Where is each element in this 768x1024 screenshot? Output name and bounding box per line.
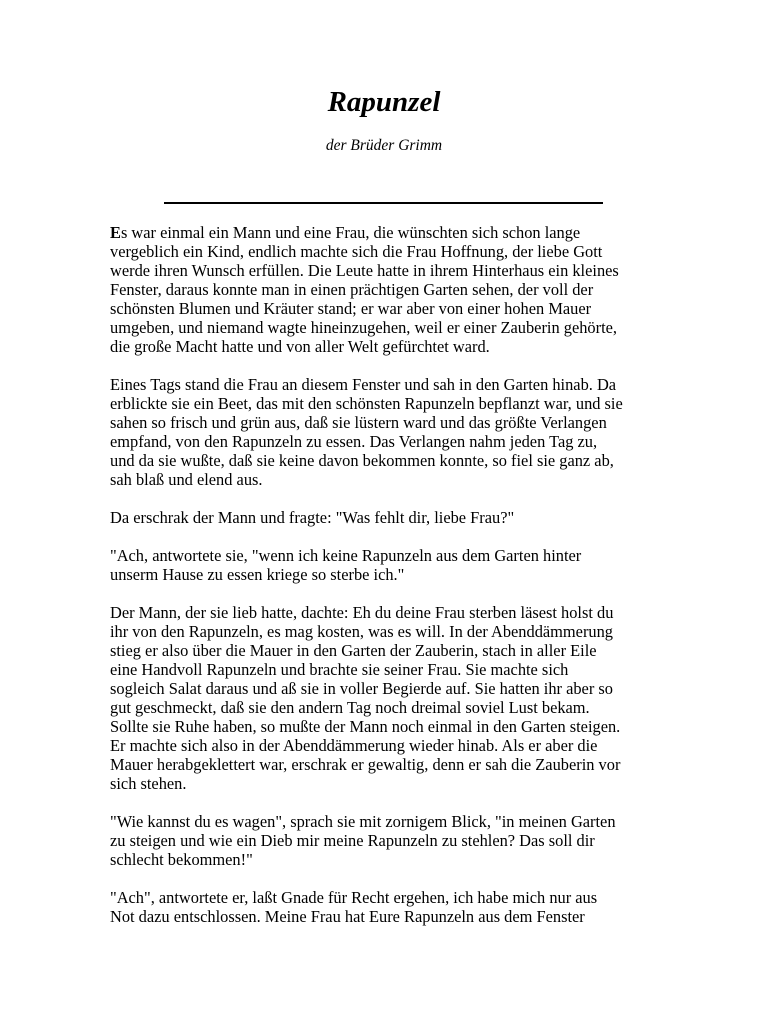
paragraph-4: "Ach, antwortete sie, "wenn ich keine Rapunzeln aus dem Garten hinter unserm Hause zu essen kriege so sterbe ich." — [110, 546, 582, 584]
paragraph-5: Der Mann, der sie lieb hatte, dachte: Eh du deine Frau sterben läsest holst du ihr von den Rapunzeln, es mag kosten, was es will. In der Abenddämmerung stieg er also über die Mauer in den Garten der Zauberin, stach in aller Eile eine Handvoll Rapunzeln und brachte sie seiner Frau. Sie machte sich sogleich Salat daraus und aß sie in voller Begierde auf. Sie hatten ihr aber so gut geschmeckt, daß sie den andern Tag noch dreimal soviel Lust bekam. Sollte sie Ruhe haben, so mußte der Mann noch einmal in den Garten steigen. Er machte sich also in der Abenddämmerung wieder hinab. Als er aber die Mauer herabgeklettert war, erschrak er gewaltig, denn er sah die Zauberin vor sich stehen. — [110, 603, 621, 793]
horizontal-divider — [164, 202, 603, 204]
story-body — [110, 223, 658, 945]
paragraph-2: Eines Tags stand die Frau an diesem Fenster und sah in den Garten hinab. Da erblickte sie ein Beet, das mit den schönsten Rapunzeln bepflanzt war, und sie sahen so frisch und grün aus, daß sie lüstern ward und das größte Verlangen empfand, von den Rapunzeln zu essen. Das Verlangen nahm jeden Tag zu, und da sie wußte, daß sie keine davon bekommen konnte, so fiel sie ganz ab, sah blaß und elend aus. — [110, 375, 623, 489]
paragraph-1-text: s war einmal ein Mann und eine Frau, die wünschten sich schon lange vergeblich ein Kind, endlich machte sich die Frau Hoffnung, der liebe Gott werde ihren Wunsch erfüllen. Die Leute hatte in ihrem Hinterhaus ein kleines Fenster, daraus konnte man in einen prächtigen Garten sehen, der voll der schönsten Blumen und Kräuter stand; er war aber von einer hohen Mauer umgeben, und niemand wagte hineinzugehen, weil er einer Zauberin gehörte, die große Macht hatte und von aller Welt gefürchtet ward. — [110, 223, 619, 356]
paragraph-7: "Ach", antwortete er, laßt Gnade für Recht ergehen, ich habe mich nur aus Not dazu entschlossen. Meine Frau hat Eure Rapunzeln aus dem Fenster — [110, 888, 598, 926]
paragraph-3: Da erschrak der Mann und fragte: "Was fehlt dir, liebe Frau?" — [110, 508, 515, 527]
page-title: Rapunzel — [327, 86, 441, 118]
page-subtitle: der Brüder Grimm — [325, 137, 443, 154]
drop-initial: E — [110, 223, 121, 242]
paragraph-1 — [110, 223, 658, 356]
paragraph-6: "Wie kannst du es wagen", sprach sie mit zornigem Blick, "in meinen Garten zu steigen und wie ein Dieb mir meine Rapunzeln zu stehlen? Das soll dir schlecht bekommen!" — [110, 812, 616, 869]
